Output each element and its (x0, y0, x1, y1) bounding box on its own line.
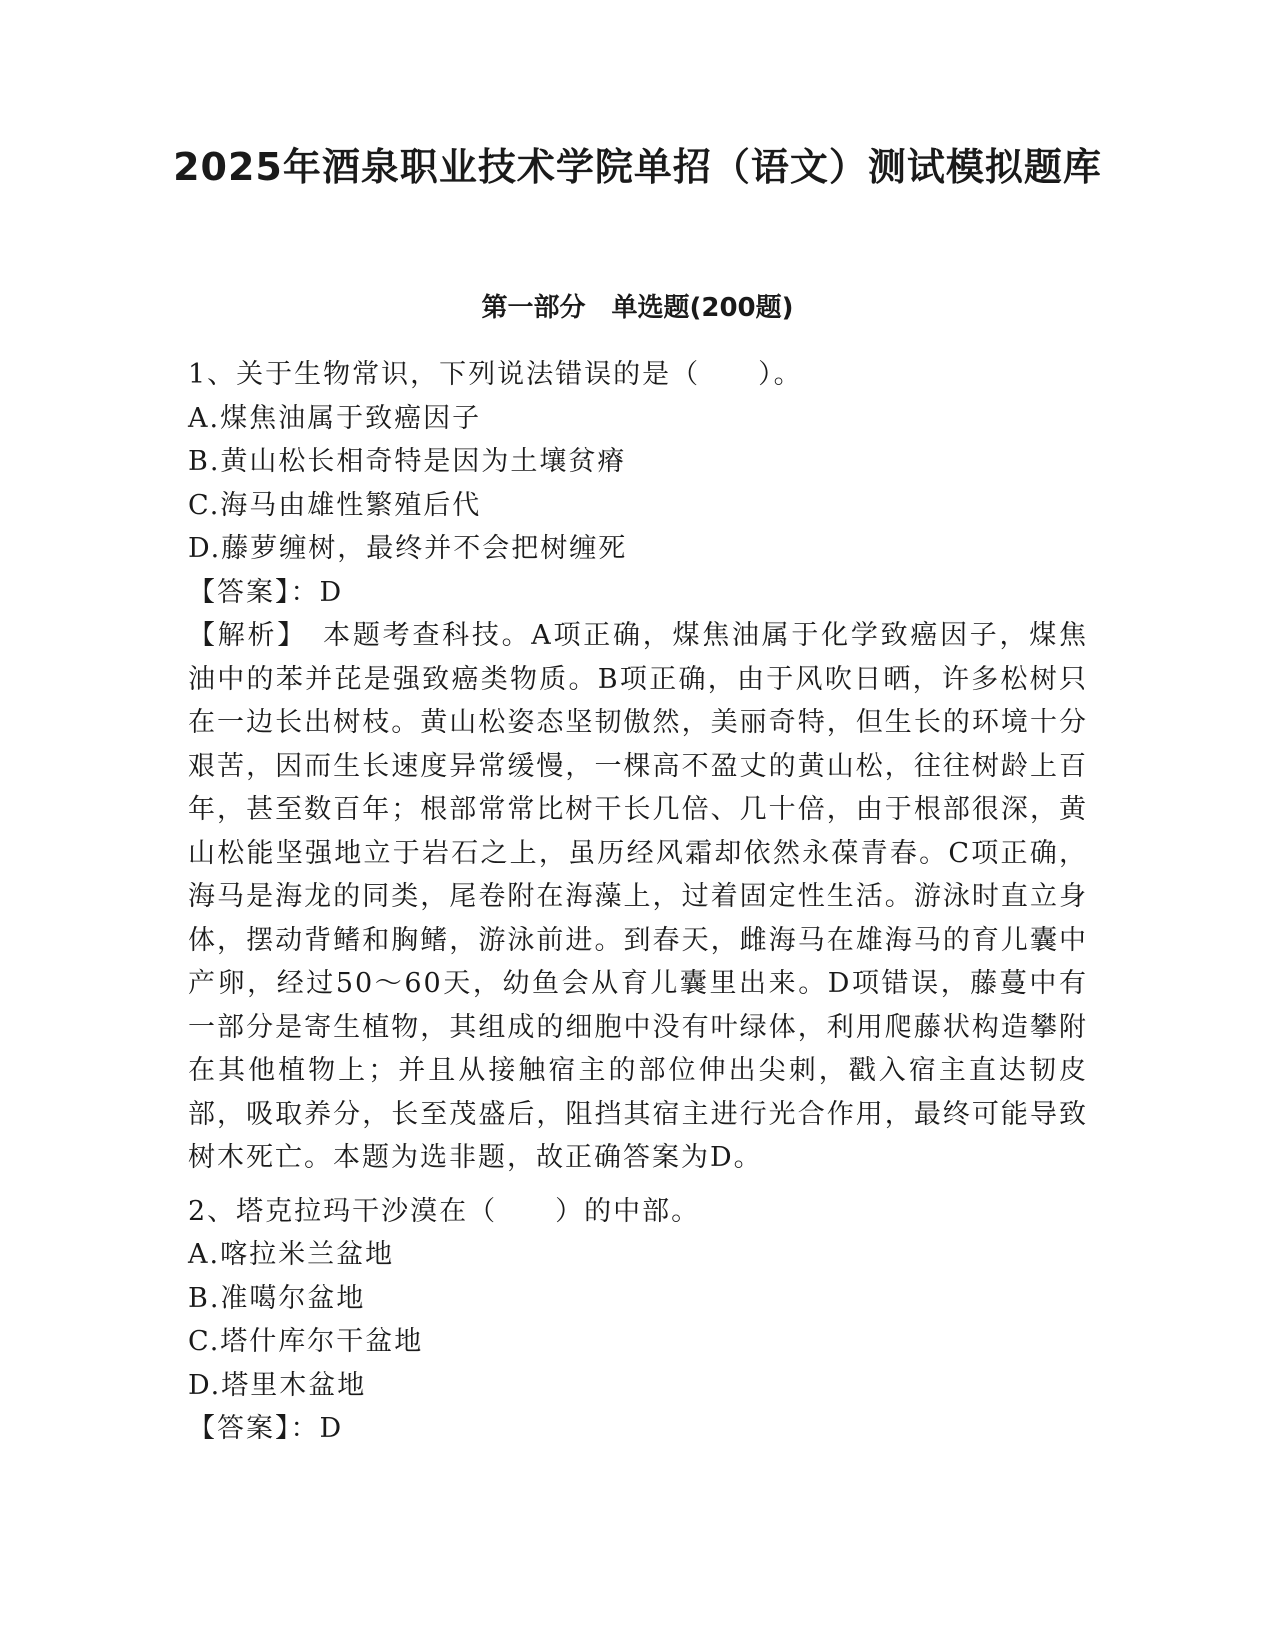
option-c: C.塔什库尔干盆地 (188, 1326, 424, 1357)
option-d: D.塔里木盆地 (188, 1369, 367, 1401)
question-1 (188, 353, 1088, 1180)
section-heading: 第一部分 单选题(200题) (481, 293, 794, 323)
question-list (188, 353, 1088, 1451)
question-2 (188, 1190, 1088, 1451)
option-b: B.黄山松长相奇特是因为土壤贫瘠 (188, 446, 627, 477)
question-stem: 1、关于生物常识，下列说法错误的是（ ）。 (188, 359, 803, 390)
option-a: A.喀拉米兰盆地 (188, 1239, 395, 1270)
question-stem: 2、塔克拉玛干沙漠在（ ）的中部。 (188, 1195, 701, 1227)
page-title: 2025年酒泉职业技术学院单招（语文）测试模拟题库 (173, 145, 1102, 189)
option-b: B.准噶尔盆地 (188, 1282, 366, 1314)
option-a: A.煤焦油属于致癌因子 (188, 402, 482, 434)
analysis-paragraph: 【解析】 本题考查科技。A项正确，煤焦油属于化学致癌因子，煤焦油中的苯并芘是强致癌类物质。B项正确，由于风吹日晒，许多松树只在一边长出树枝。黄山松姿态坚韧傲然，美丽奇特，但生长的环境十分艰苦，因而生长速度异常缓慢，一棵高不盈丈的黄山松，往往树龄上百年，甚至数百年；根部常常比树干长几倍、几十倍，由于根部很深，黄山松能坚强地立于岩石之上，虽历经风霜却依然永葆青春。C项正确，海马是海龙的同类，尾卷附在海藻上，过着固定性生活。游泳时直立身体，摆动背鳍和胸鳍，游泳前进。到春天，雌海马在雄海马的育儿囊中产卵，经过50～60天，幼鱼会从育儿囊里出来。D项错误，藤蔓中有一部分是寄生植物，其组成的细胞中没有叶绿体，利用爬藤状构造攀附在其他植物上；并且从接触宿主的部位伸出尖刺，戳入宿主直达韧皮部，吸取养分，长至茂盛后，阻挡其宿主进行光合作用，最终可能导致树木死亡。本题为选非题，故正确答案为D。 (188, 620, 1088, 1173)
option-d: D.藤萝缠树，最终并不会把树缠死 (188, 533, 628, 564)
answer-line: 【答案】：D (188, 576, 344, 608)
answer-line: 【答案】：D (188, 1413, 344, 1444)
option-c: C.海马由雄性繁殖后代 (188, 489, 482, 521)
